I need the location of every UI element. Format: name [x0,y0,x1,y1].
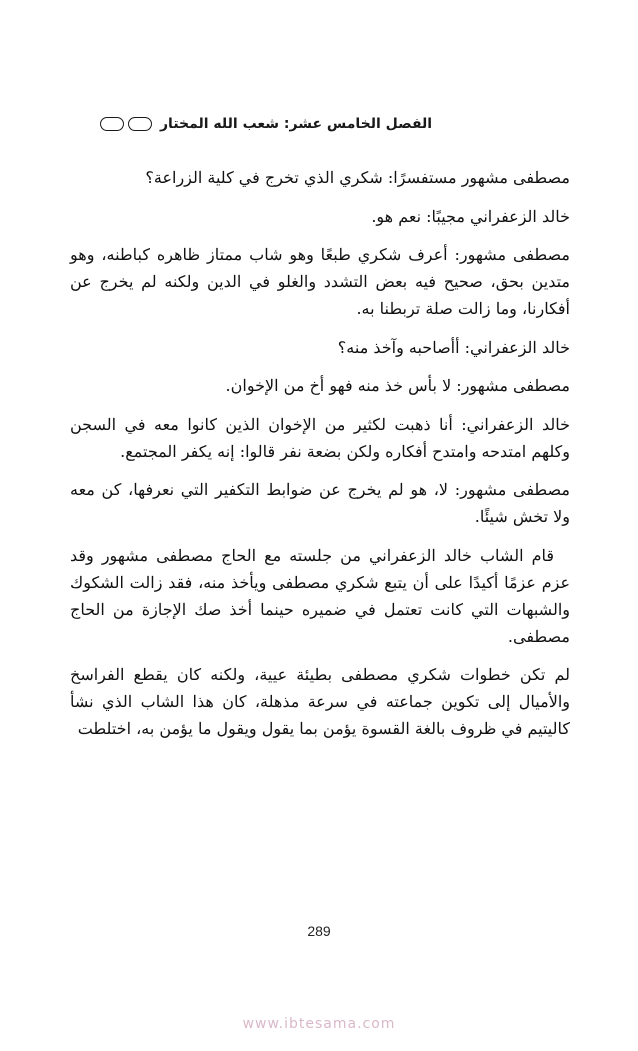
ornament-pill-right [128,117,152,131]
chapter-title: الفصل الخامس عشر: شعب الله المختار [160,116,433,132]
dialogue-paragraph: خالد الزعفراني: أأصاحبه وآخذ منه؟ [337,337,570,357]
dialogue-paragraph: مصطفى مشهور: أعرف شكري طبعًا وهو شاب ممتاز ظاهره كباطنه، وهو متدين بحق، صحيح فيه بعض التشدد والغلو في الدين ولكنه لم يخرج عن أفكارنا، وما زالت صلة تربطنا به. [70,245,570,318]
page-body [70,164,570,754]
dialogue-paragraph: خالد الزعفراني: أنا ذهبت لكثير من الإخوان الذين كانوا معه في السجن وكلهم امتدحه وامتدح أفكاره ولكن بضعة نفر قالوا: إنه يكفر المجتمع. [70,414,570,461]
dialogue-paragraph: مصطفى مشهور مستفسرًا: شكري الذي تخرج في كلية الزراعة؟ [145,168,570,187]
narrative-paragraph: قام الشاب خالد الزعفراني من جلسته مع الحاج مصطفى مشهور وقد عزم عزمًا أكيدًا على أن يتبع شكري مصطفى ويأخذ منه، فقد زالت الشكوك والشبهات التي كانت تعتمل في ضميره حينما أخذ صك الإجازة من الحاج مصطفى. [70,545,571,646]
dialogue-paragraph: خالد الزعفراني مجيبًا: نعم هو. [371,206,570,226]
watermark-link[interactable]: www.ibtesama.com [242,1016,396,1032]
dialogue-paragraph: مصطفى مشهور: لا بأس خذ منه فهو أخ من الإخوان. [225,376,570,395]
page-number: 289 [307,923,331,939]
dialogue-paragraph: مصطفى مشهور: لا، هو لم يخرج عن ضوابط التكفير التي نعرفها، كن معه ولا تخش شيئًا. [70,480,570,526]
ornament-pill-left [100,117,124,131]
narrative-paragraph: لم تكن خطوات شكري مصطفى بطيئة عيية، ولكنه كان يقطع الفراسخ والأميال إلى تكوين جماعته في سرعة مذهلة، كان هذا الشاب الذي نشأ كاليتيم في ظروف بالغة القسوة يؤمن بما يقول ويقول ما يؤمن به، اختلطت [70,665,570,738]
double-rounded-frame-icon [100,117,152,131]
running-header [100,112,530,136]
